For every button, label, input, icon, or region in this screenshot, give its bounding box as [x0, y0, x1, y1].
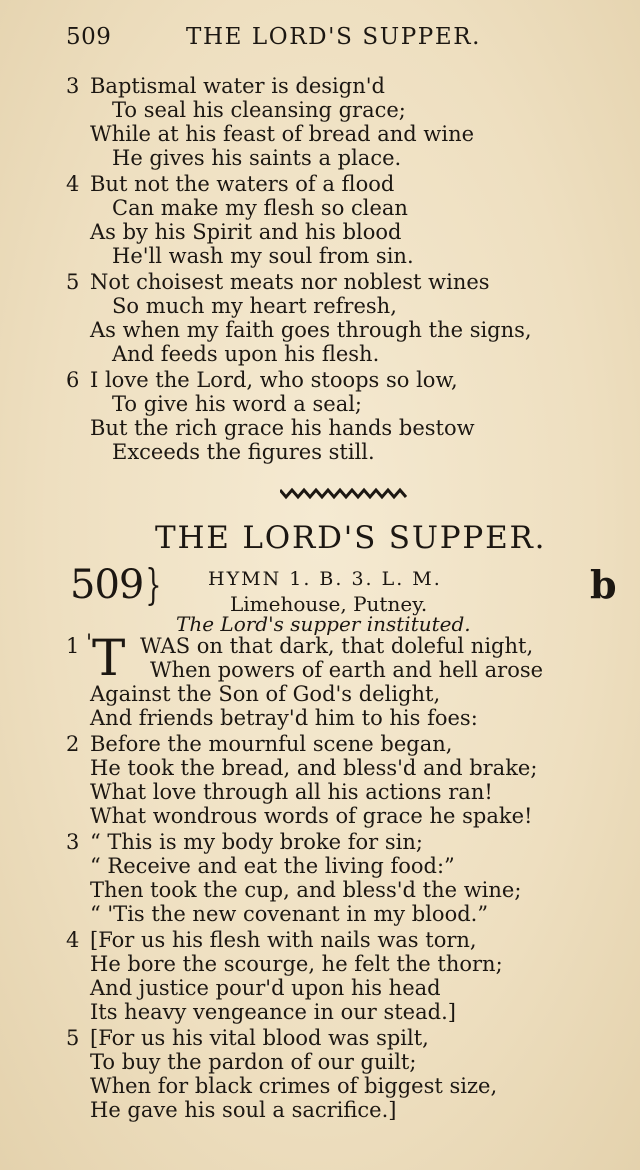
verse-line: I love the Lord, who stoops so low,	[90, 368, 458, 392]
verse-5-top	[66, 270, 606, 366]
verse-3-top	[66, 74, 606, 170]
verse-line: He gave his soul a sacrifice.]	[90, 1098, 397, 1122]
verse-line: And feeds upon his flesh.	[112, 342, 380, 366]
verse-line: “ 'Tis the new covenant in my blood.”	[90, 902, 489, 926]
verse-line: And friends betray'd him to his foes:	[90, 706, 478, 730]
ornamental-divider	[280, 486, 410, 500]
verse-line: He gives his saints a place.	[112, 146, 402, 170]
verse-line: As by his Spirit and his blood	[90, 220, 402, 244]
hymn-meta: HYMN 1. B. 3. L. M.	[208, 568, 442, 590]
verse-line: What love through all his actions ran!	[90, 780, 493, 804]
verse-number: 5	[66, 1026, 80, 1050]
hymn-number: 509	[70, 562, 144, 608]
verse-line: He bore the scourge, he felt the thorn;	[90, 952, 503, 976]
verse-line: What wondrous words of grace he spake!	[90, 804, 533, 828]
verse-5-bottom	[66, 1026, 606, 1122]
page-number: 509	[66, 24, 112, 50]
verse-line: Against the Son of God's delight,	[90, 682, 441, 706]
verse-line: To give his word a seal;	[112, 392, 363, 416]
verse-line: When powers of earth and hell arose	[150, 658, 544, 682]
verse-line: “ This is my body broke for sin;	[90, 830, 423, 854]
verse-number: 3	[66, 74, 80, 98]
verse-4-bottom	[66, 928, 606, 1024]
verse-line: Its heavy vengeance in our stead.]	[90, 1000, 456, 1024]
verse-number: 4	[66, 928, 80, 952]
verse-4-top	[66, 172, 606, 268]
verse-6-top	[66, 368, 606, 464]
verse-number: 5	[66, 270, 80, 294]
verse-2-bottom	[66, 732, 606, 828]
running-head	[66, 24, 486, 54]
verse-line: Not choisest meats nor noblest wines	[90, 270, 490, 294]
verse-line: But not the waters of a flood	[90, 172, 395, 196]
verse-line: Can make my flesh so clean	[112, 196, 408, 220]
verse-line: Before the mournful scene began,	[90, 732, 453, 756]
running-title: THE LORD'S SUPPER.	[186, 24, 482, 50]
verse-3-bottom	[66, 830, 606, 926]
verse-line: “ Receive and eat the living food:”	[90, 854, 455, 878]
verse-line: When for black crimes of biggest size,	[90, 1074, 498, 1098]
verse-line: To seal his cleansing grace;	[112, 98, 406, 122]
verse-line: But the rich grace his hands bestow	[90, 416, 475, 440]
brace-glyph: }	[145, 560, 162, 609]
verse-line: [For us his flesh with nails was torn,	[90, 928, 477, 952]
verse-number: 3	[66, 830, 80, 854]
margin-mark: b	[590, 562, 617, 607]
verse-line: He took the bread, and bless'd and brake;	[90, 756, 538, 780]
verse-line: So much my heart refresh,	[112, 294, 397, 318]
verse-line: And justice pour'd upon his head	[90, 976, 441, 1000]
verse-number: 4	[66, 172, 80, 196]
verse-line: As when my faith goes through the signs,	[90, 318, 532, 342]
verse-number: 2	[66, 732, 80, 756]
verse-line: Then took the cup, and bless'd the wine;	[90, 878, 522, 902]
verse-line: [For us his vital blood was spilt,	[90, 1026, 429, 1050]
hymn-subject: The Lord's supper instituted.	[176, 612, 471, 636]
verse-number: 1	[66, 634, 80, 658]
section-title: THE LORD'S SUPPER.	[155, 520, 547, 556]
verse-line: WAS on that dark, that doleful night,	[140, 634, 534, 658]
verse-line: Exceeds the figures still.	[112, 440, 375, 464]
verse-line: To buy the pardon of our guilt;	[90, 1050, 417, 1074]
tune-names: Limehouse, Putney.	[230, 592, 428, 616]
verse-line: Baptismal water is design'd	[90, 74, 385, 98]
drop-cap: T	[92, 629, 126, 687]
opening-quote: '	[86, 631, 93, 656]
verse-1-bottom	[66, 629, 606, 730]
verse-number: 6	[66, 368, 80, 392]
verse-line: He'll wash my soul from sin.	[112, 244, 414, 268]
verse-line: While at his feast of bread and wine	[90, 122, 475, 146]
